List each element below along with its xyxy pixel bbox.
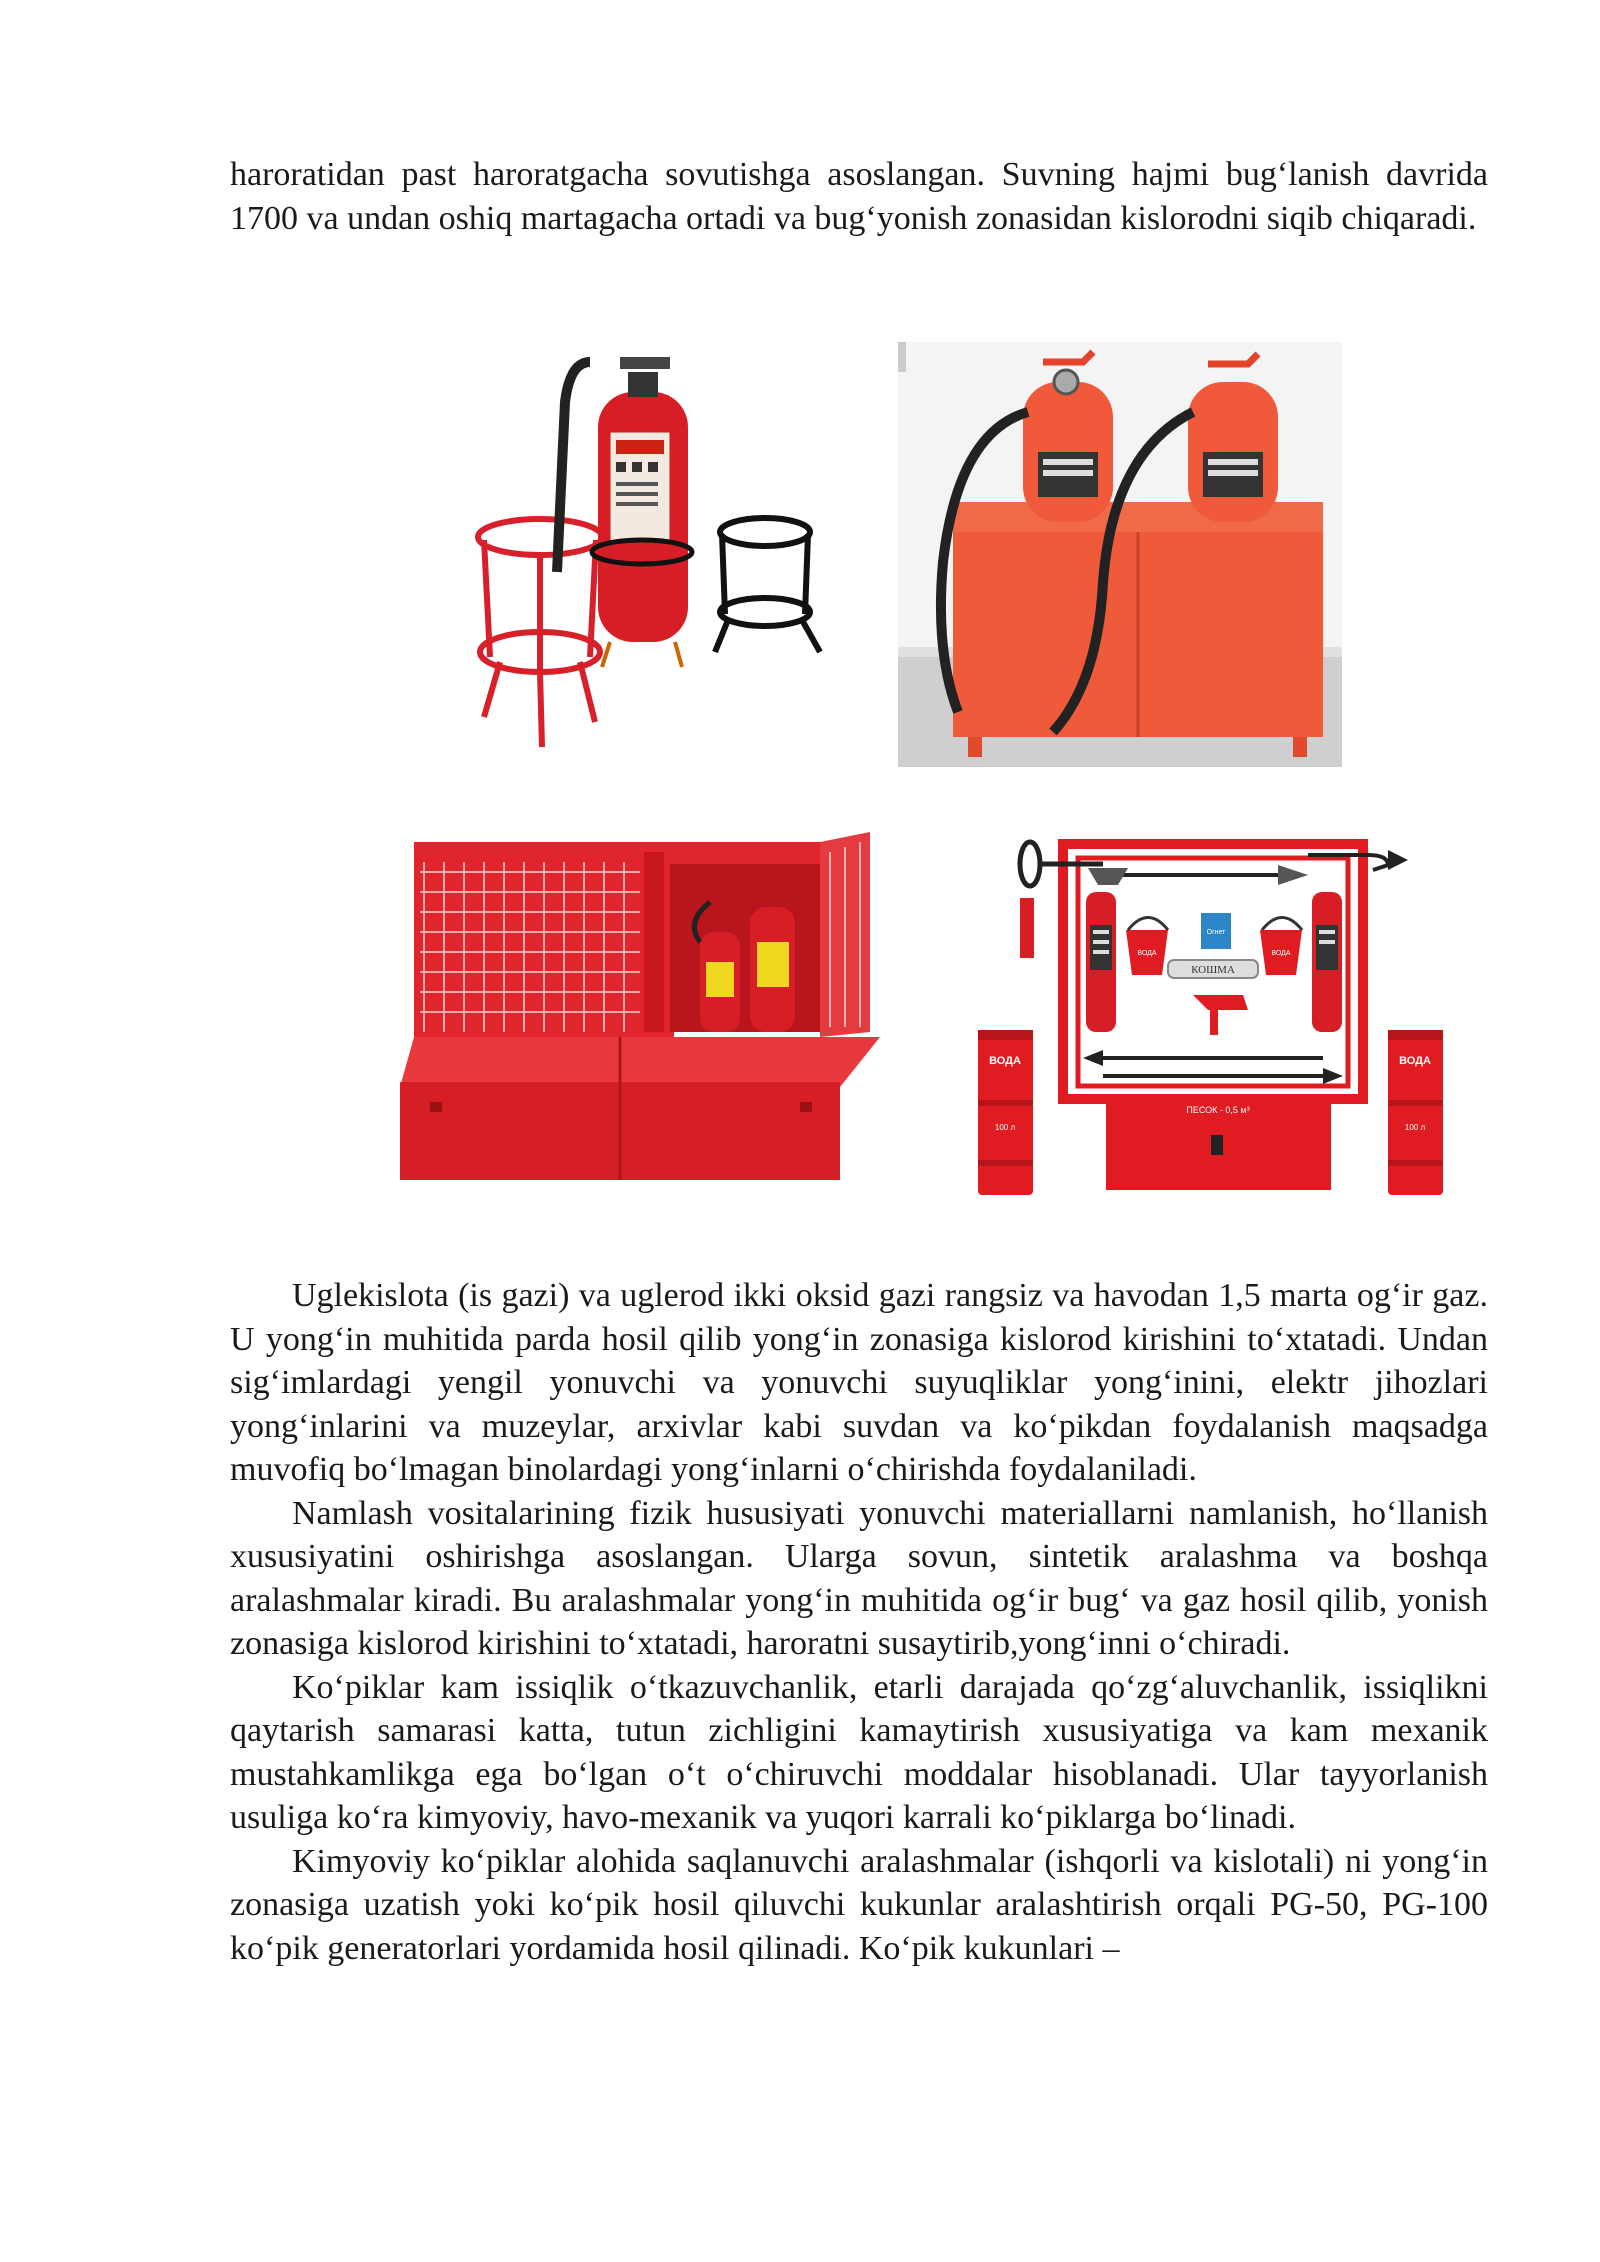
paragraph-chemical-foams: Kimyoviy ko‘piklar alohida saqlanuvchi aralashmalar (ishqorli va kislotali) ni yong‘in zonasiga uzatish yoki ko‘pik hosil qiluvchi kukunlar aralashtirish orqali PG-50, PG-100 ko‘pik generatorlari yordamida hosil qilinadi. Ko‘pik kukunlari – — [230, 1842, 1488, 1967]
water-barrel-left-label: ВОДА — [989, 1055, 1021, 1067]
blanket-label: КОШМА — [1191, 964, 1235, 976]
bucket-right-label: ВОДА — [1271, 950, 1291, 957]
water-barrel-right-label: ВОДА — [1399, 1055, 1431, 1067]
water-barrel-left-volume: 100 л — [994, 1123, 1016, 1132]
body-text — [230, 1274, 1488, 1970]
paragraph-wetting-agents: Namlash vositalarining fizik hususiyati yonuvchi materiallarni namlanish, ho‘llanish xususiyatini oshirishga asoslangan. Ularga sovun, sintetik aralashma va boshqa aralashmalar kiradi. Bu aralashmalar yong‘in muhitida og‘ir bug‘ va gaz hosil qilib, yonish zonasiga kislorod kirishini to‘xtatadi, haroratni susaytirib,yong‘inni o‘chiradi. — [230, 1494, 1488, 1662]
photo-extinguisher-with-stands — [470, 322, 850, 762]
intro-text — [230, 153, 1488, 240]
paragraph-carbon-dioxide: Uglekislota (is gazi) va uglerod ikki oksid gazi rangsiz va havodan 1,5 marta og‘ir gaz. U yong‘in muhitida parda hosil qilib yong‘in zonasiga kislorod kirishini to‘xtatadi. Undan sig‘imlardagi yengil yonuvchi va yonuvchi suyuqliklar yong‘inini, elektr jihozlari yong‘inlarini va muzeylar, arxivlar kabi suvdan va ko‘pikdan foydalanish maqsadga muvofiq bo‘lmagan binolardagi yong‘inlarni o‘chirishda foydalaniladi. — [230, 1277, 1488, 1488]
paragraph-foams: Ko‘piklar kam issiqlik o‘tkazuvchanlik, etarli darajada qo‘zg‘aluvchanlik, issiqlikni qaytarish samarasi katta, tutun zichligini kamaytirish xususiyatiga va kam mexanik mustahkamlikga ega bo‘lgan o‘t o‘chiruvchi moddalar hisoblanadi. Ular tayyorlanish usuliga ko‘ra kimyoviy, havo-mexanik va yuqori karrali ko‘piklarga bo‘linadi. — [230, 1668, 1488, 1836]
sand-box-label: ПЕСОК - 0,5 м³ — [1186, 1105, 1250, 1115]
intro-paragraph: haroratidan past haroratgacha sovutishga asoslangan. Suvning hajmi bug‘lanish davrida 1700 va undan oshiq martagacha ortadi va bug‘yonish zonasidan kislorodni siqib chiqaradi. — [230, 156, 1488, 237]
photo-fire-cabinet-with-box — [400, 832, 880, 1192]
water-barrel-right-volume: 100 л — [1404, 1123, 1426, 1132]
fire-shield-diagram — [978, 830, 1478, 1200]
sign-label: Огнет — [1206, 929, 1226, 936]
photo-extinguishers-on-cabinet — [898, 342, 1342, 767]
bucket-left-label: ВОДА — [1137, 950, 1157, 957]
